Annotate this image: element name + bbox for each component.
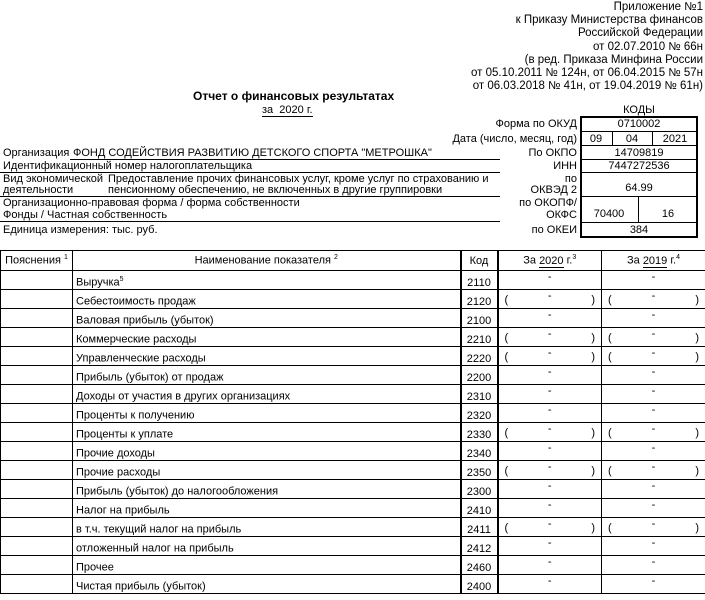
row-name — [73, 556, 461, 575]
okei-value: 384 — [629, 224, 649, 236]
value-2020-text: - — [547, 537, 552, 549]
row-name-text: Прибыль (убыток) до налогообложения — [76, 486, 279, 498]
header-2019 — [602, 251, 705, 271]
paren-open: ( — [608, 465, 612, 477]
value-2019-text: - — [651, 309, 656, 321]
row-notes — [1, 480, 73, 499]
value-2020-text: - — [547, 309, 552, 321]
value-2020-text: - — [547, 290, 552, 302]
paren-open: ( — [504, 465, 509, 477]
row-code: 2340 — [461, 442, 498, 461]
value-2020-text: - — [547, 575, 552, 587]
okud-value: 0710002 — [617, 118, 661, 130]
row-value-2020 — [498, 423, 602, 442]
row-name-text: Коммерческие расходы — [76, 334, 197, 346]
value-2019-text: - — [651, 366, 656, 378]
table-row — [1, 480, 705, 499]
value-2019-text: - — [651, 537, 656, 549]
table-row — [1, 518, 705, 537]
row-value-2020 — [498, 461, 602, 480]
paren-open: ( — [504, 522, 509, 534]
row-code: 2410 — [461, 499, 498, 518]
activity-label-1: Вид экономической — [3, 173, 104, 185]
row-notes — [1, 271, 73, 290]
row-name-text: Проценты к уплате — [76, 429, 174, 441]
row-name-text: Прочие расходы — [76, 467, 161, 479]
value-2019-text: - — [651, 518, 656, 530]
value-2020-text: - — [547, 271, 552, 283]
row-name — [73, 347, 461, 366]
row-name — [73, 461, 461, 480]
activity-text-1: Предоставление прочих финансовых услуг, кроме услуг по страхованию и — [108, 173, 489, 185]
appendix-block — [471, 1, 703, 93]
value-2020-text: - — [547, 423, 552, 435]
value-2019-text: - — [651, 385, 656, 397]
row-value-2019 — [602, 499, 705, 518]
row-notes — [1, 461, 73, 480]
header-code — [461, 251, 498, 271]
row-name — [73, 328, 461, 347]
period-prefix: за — [262, 104, 274, 116]
row-code: 2200 — [461, 366, 498, 385]
value-2020-text: - — [547, 328, 552, 340]
row-name-text: Чистая прибыль (убыток) — [76, 581, 206, 593]
row-name-text: Доходы от участия в других организациях — [76, 391, 291, 403]
header-2019-year: 2019 — [642, 254, 668, 267]
table-row — [1, 537, 705, 556]
row-notes — [1, 518, 73, 537]
appendix-line: Приложение №1 — [613, 1, 703, 13]
inn-label: ИНН — [553, 160, 577, 172]
header-2020-prefix: За — [523, 254, 536, 267]
row-name — [73, 366, 461, 385]
row-value-2020 — [498, 290, 602, 309]
row-name-text: Выручка — [76, 277, 120, 289]
row-value-2019 — [602, 480, 705, 499]
value-2019-text: - — [651, 423, 656, 435]
row-name — [73, 423, 461, 442]
row-name — [73, 499, 461, 518]
header-2019-sup: 4 — [676, 254, 680, 262]
paren-close: ) — [591, 427, 595, 439]
value-2019-text: - — [651, 328, 656, 340]
paren-open: ( — [608, 332, 612, 344]
table-header-row — [1, 251, 705, 271]
okpo-label: По ОКПО — [528, 147, 577, 159]
appendix-line: от 06.03.2018 № 41н, от 19.04.2019 № 61н) — [472, 80, 703, 93]
row-notes — [1, 442, 73, 461]
row-value-2019 — [602, 461, 705, 480]
value-2020-text: - — [547, 347, 552, 359]
value-2020-text: - — [547, 404, 552, 416]
okopf-value: 70400 — [593, 208, 625, 220]
header-2020-year: 2020 — [539, 254, 564, 267]
row-value-2020 — [498, 366, 602, 385]
table-row — [1, 271, 705, 290]
row-value-2020 — [498, 518, 602, 537]
row-value-2020 — [498, 404, 602, 423]
table-row — [1, 328, 705, 347]
row-code: 2300 — [461, 480, 498, 499]
okved-label-2: ОКВЭД 2 — [530, 184, 577, 196]
paren-open: ( — [608, 522, 612, 534]
row-value-2020 — [498, 499, 602, 518]
activity-label-2: деятельности — [3, 184, 74, 196]
legal-form-label: Организационно-правовая форма / форма собственности — [3, 197, 300, 209]
row-value-2019 — [602, 328, 705, 347]
row-notes — [1, 556, 73, 575]
paren-close: ) — [591, 522, 595, 534]
row-name — [73, 309, 461, 328]
row-name — [73, 480, 461, 499]
row-notes — [1, 575, 73, 594]
row-notes — [1, 290, 73, 309]
row-name-text: Проценты к получению — [76, 410, 195, 422]
row-name — [73, 290, 461, 309]
org-name: ФОНД СОДЕЙСТВИЯ РАЗВИТИЮ ДЕТСКОГО СПОРТА "МЕТРОШКА" — [73, 147, 432, 159]
value-2019-text: - — [651, 480, 656, 492]
value-2019-text: - — [651, 404, 656, 416]
row-name — [73, 518, 461, 537]
value-2020-text: - — [547, 518, 552, 530]
row-code: 2120 — [461, 290, 498, 309]
codes-header: КОДЫ — [623, 104, 655, 116]
row-value-2019 — [602, 366, 705, 385]
paren-open: ( — [608, 351, 612, 363]
row-value-2019 — [602, 271, 705, 290]
value-2019-text: - — [651, 442, 656, 454]
row-value-2019 — [602, 290, 705, 309]
row-notes — [1, 499, 73, 518]
row-code: 2460 — [461, 556, 498, 575]
row-code: 2210 — [461, 328, 498, 347]
row-name — [73, 537, 461, 556]
legal-form-value: Фонды / Частная собственность — [3, 209, 168, 221]
value-2020-text: - — [547, 366, 552, 378]
header-notes-text: Пояснения — [5, 254, 61, 267]
okpo-value: 14709819 — [614, 147, 664, 159]
row-name-text: Прочие доходы — [76, 448, 155, 460]
paren-close: ) — [695, 351, 699, 363]
okei-label: по ОКЕИ — [531, 224, 577, 236]
row-value-2019 — [602, 404, 705, 423]
header-2020 — [498, 251, 602, 271]
row-notes — [1, 347, 73, 366]
org-label: Организация — [3, 147, 70, 159]
table-row — [1, 461, 705, 480]
row-value-2019 — [602, 442, 705, 461]
paren-close: ) — [695, 332, 699, 344]
row-notes — [1, 537, 73, 556]
row-name — [73, 404, 461, 423]
value-2019-text: - — [651, 290, 656, 302]
paren-open: ( — [504, 427, 509, 439]
activity-text-2: пенсионному обеспечению, не включенных в другие группировки — [108, 184, 443, 196]
table-row — [1, 423, 705, 442]
row-code: 2310 — [461, 385, 498, 404]
row-notes — [1, 366, 73, 385]
appendix-line: к Приказу Министерства финансов — [515, 14, 703, 27]
value-2020-text: - — [547, 480, 552, 492]
okopf-label-1: по ОКОПФ/ — [519, 197, 577, 209]
date-day: 09 — [589, 133, 603, 145]
row-name-sup: 5 — [119, 276, 124, 284]
table-row — [1, 347, 705, 366]
row-code: 2220 — [461, 347, 498, 366]
row-name-text: Валовая прибыль (убыток) — [76, 315, 214, 327]
row-name — [73, 442, 461, 461]
okfs-value: 16 — [661, 208, 675, 220]
paren-close: ) — [591, 294, 595, 306]
appendix-line: Российской Федерации — [577, 27, 703, 40]
row-value-2019 — [602, 309, 705, 328]
header-name-text: Наименование показателя — [194, 254, 331, 267]
row-value-2019 — [602, 347, 705, 366]
appendix-line: (в ред. Приказа Минфина России — [524, 53, 703, 66]
table-row — [1, 290, 705, 309]
table-row — [1, 404, 705, 423]
period-year: 2020 г. — [279, 104, 313, 116]
row-notes — [1, 328, 73, 347]
row-value-2019 — [602, 575, 705, 594]
financial-results-table — [0, 250, 705, 594]
appendix-line: от 05.10.2011 № 124н, от 06.04.2015 № 57н — [471, 67, 703, 80]
report-title: Отчет о финансовых результатах — [193, 89, 395, 103]
row-value-2020 — [498, 309, 602, 328]
table-row — [1, 575, 705, 594]
row-value-2020 — [498, 347, 602, 366]
row-value-2019 — [602, 385, 705, 404]
header-name-sup: 2 — [334, 254, 338, 262]
row-value-2020 — [498, 385, 602, 404]
row-name — [73, 385, 461, 404]
row-value-2019 — [602, 556, 705, 575]
header-code-text: Код — [469, 254, 489, 267]
paren-open: ( — [504, 332, 509, 344]
value-2020-text: - — [547, 442, 552, 454]
okved-label-1: по — [564, 173, 577, 185]
row-name-text: Налог на прибыль — [76, 505, 170, 517]
row-name-text: Себестоимость продаж — [76, 296, 196, 308]
report-period — [262, 104, 313, 116]
paren-close: ) — [695, 522, 699, 534]
row-code: 2330 — [461, 423, 498, 442]
inn-text-label: Идентификационный номер налогоплательщика — [3, 160, 253, 172]
row-value-2020 — [498, 271, 602, 290]
row-name — [73, 575, 461, 594]
row-code: 2110 — [461, 271, 498, 290]
value-2020-text: - — [547, 461, 552, 473]
paren-close: ) — [591, 351, 595, 363]
okopf-label-2: ОКФС — [546, 209, 577, 221]
unit-label: Единица измерения: тыс. руб. — [3, 224, 158, 236]
row-value-2020 — [498, 328, 602, 347]
okved-value: 64.99 — [625, 182, 653, 194]
row-code: 2412 — [461, 537, 498, 556]
paren-open: ( — [504, 294, 509, 306]
row-code: 2350 — [461, 461, 498, 480]
header-2020-suffix: г. — [566, 254, 573, 267]
paren-open: ( — [608, 294, 612, 306]
table-row — [1, 442, 705, 461]
paren-open: ( — [608, 427, 612, 439]
row-code: 2320 — [461, 404, 498, 423]
value-2019-text: - — [651, 347, 656, 359]
row-notes — [1, 404, 73, 423]
row-name — [73, 271, 461, 290]
value-2020-text: - — [547, 385, 552, 397]
row-value-2020 — [498, 556, 602, 575]
row-code: 2100 — [461, 309, 498, 328]
header-notes-sup: 1 — [64, 254, 68, 262]
table-row — [1, 499, 705, 518]
date-label: Дата (число, месяц, год) — [452, 133, 577, 145]
row-value-2020 — [498, 480, 602, 499]
header-2019-suffix: г. — [670, 254, 677, 267]
value-2019-text: - — [651, 461, 656, 473]
inn-value: 7447272536 — [608, 160, 670, 172]
row-notes — [1, 309, 73, 328]
value-2019-text: - — [651, 575, 656, 587]
value-2019-text: - — [651, 556, 656, 568]
table-row — [1, 309, 705, 328]
appendix-line: от 02.07.2010 № 66н — [592, 40, 703, 53]
row-code: 2411 — [461, 518, 498, 537]
okud-label: Форма по ОКУД — [495, 118, 577, 130]
header-2019-prefix: За — [626, 254, 640, 267]
row-value-2020 — [498, 442, 602, 461]
paren-close: ) — [591, 332, 595, 344]
row-value-2019 — [602, 537, 705, 556]
row-notes — [1, 423, 73, 442]
header-name — [73, 251, 461, 271]
header-notes — [1, 251, 73, 271]
paren-close: ) — [695, 427, 699, 439]
row-value-2019 — [602, 423, 705, 442]
row-name-text: Прочее — [76, 562, 114, 574]
date-year: 2021 — [662, 133, 688, 145]
paren-open: ( — [504, 351, 509, 363]
value-2020-text: - — [547, 499, 552, 511]
value-2019-text: - — [651, 271, 656, 283]
paren-close: ) — [695, 294, 699, 306]
row-value-2019 — [602, 518, 705, 537]
table-row — [1, 385, 705, 404]
header-2020-sup: 3 — [572, 254, 577, 262]
row-code: 2400 — [461, 575, 498, 594]
value-2020-text: - — [547, 556, 552, 568]
table-row — [1, 366, 705, 385]
row-name-text: Управленческие расходы — [76, 353, 206, 365]
paren-close: ) — [591, 465, 595, 477]
date-month: 04 — [625, 133, 639, 145]
row-name-text: Прибыль (убыток) от продаж — [76, 372, 224, 384]
row-name-text: в т.ч. текущий налог на прибыль — [76, 524, 242, 536]
paren-close: ) — [695, 465, 699, 477]
value-2019-text: - — [651, 499, 656, 511]
row-name-text: отложенный налог на прибыль — [76, 543, 234, 555]
table-row — [1, 556, 705, 575]
row-value-2020 — [498, 537, 602, 556]
row-value-2020 — [498, 575, 602, 594]
row-notes — [1, 385, 73, 404]
